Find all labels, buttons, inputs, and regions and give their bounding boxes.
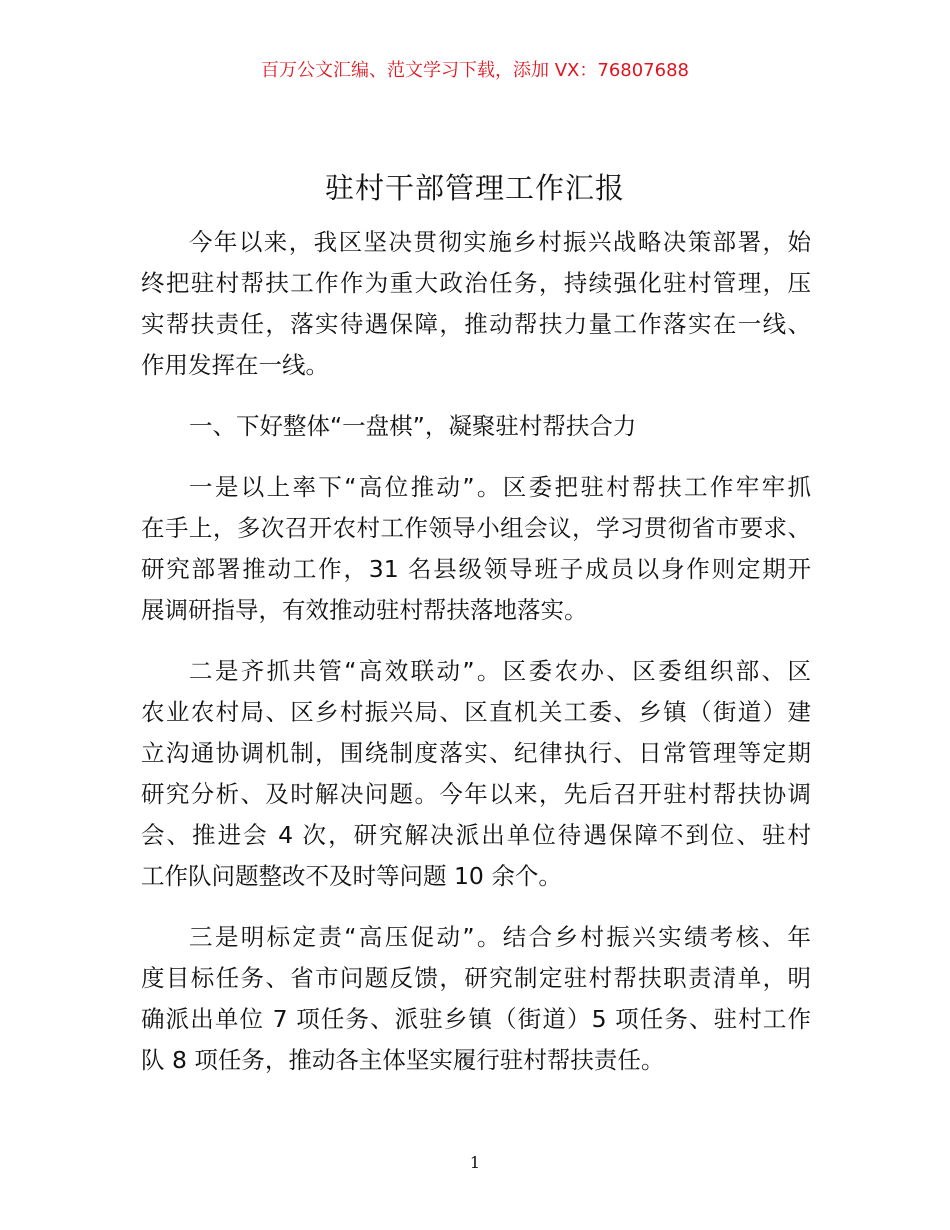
paragraph [141, 222, 811, 386]
paragraph-line: 队 8 项任务，推动各主体坚实履行驻村帮扶责任。 [141, 1046, 665, 1074]
paragraph-line: 研究部署推动工作，31 名县级领导班子成员以身作则定期开 [141, 555, 811, 583]
paragraph-line: 三是明标定责“高压促动”。结合乡村振兴实绩考核、年 [189, 923, 811, 951]
paragraph-line: 农业农村局、区乡村振兴局、区直机关工委、乡镇（街道）建 [141, 698, 811, 726]
paragraph [141, 406, 811, 447]
paragraph-line: 今年以来，我区坚决贯彻实施乡村振兴战略决策部署，始 [189, 228, 811, 256]
paragraph-line: 度目标任务、省市问题反馈，研究制定驻村帮扶职责清单，明 [141, 964, 811, 992]
paragraph-line: 会、推进会 4 次，研究解决派出单位待遇保障不到位、驻村 [141, 821, 811, 849]
paragraph-line: 在手上，多次召开农村工作领导小组会议，学习贯彻省市要求、 [141, 514, 811, 542]
watermark-header: 百万公文汇编、范文学习下载，添加 VX：76807688 [261, 60, 689, 81]
paragraph-line: 二是齐抓共管“高效联动”。区委农办、区委组织部、区 [189, 657, 811, 685]
paragraph-line: 立沟通协调机制，围绕制度落实、纪律执行、日常管理等定期 [141, 739, 811, 767]
paragraph-line: 工作队问题整改不及时等问题 10 余个。 [141, 862, 562, 890]
paragraph [141, 917, 811, 1081]
document-title: 驻村干部管理工作汇报 [324, 171, 625, 205]
paragraph [141, 651, 811, 897]
paragraph-line: 一、下好整体“一盘棋”，凝聚驻村帮扶合力 [189, 412, 637, 440]
paragraph-line: 展调研指导，有效推动驻村帮扶落地落实。 [141, 596, 588, 624]
paragraph-line: 终把驻村帮扶工作作为重大政治任务，持续强化驻村管理，压 [141, 269, 811, 297]
paragraph-line: 作用发挥在一线。 [141, 351, 329, 379]
paragraph [141, 467, 811, 631]
paragraph-line: 一是以上率下“高位推动”。区委把驻村帮扶工作牢牢抓 [189, 473, 811, 501]
paragraph-line: 实帮扶责任，落实待遇保障，推动帮扶力量工作落实在一线、 [141, 310, 811, 338]
paragraph-line: 确派出单位 7 项任务、派驻乡镇（街道）5 项任务、驻村工作 [141, 1005, 811, 1033]
paragraph-line: 研究分析、及时解决问题。今年以来，先后召开驻村帮扶协调 [141, 780, 811, 808]
page-number: 1 [469, 1153, 481, 1172]
document-body [141, 222, 811, 1101]
